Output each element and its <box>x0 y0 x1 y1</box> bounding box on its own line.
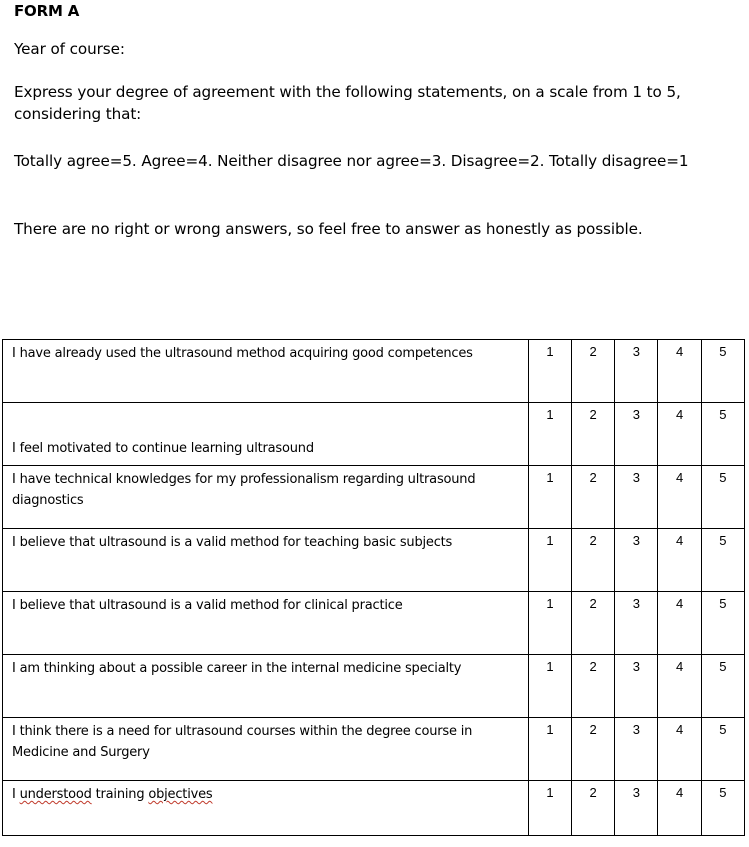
scale-option-1[interactable]: 1 <box>528 403 571 466</box>
table-row <box>3 529 745 592</box>
form-title: FORM A <box>14 2 80 20</box>
statement-text: I have already used the ultrasound method acquiring good competences <box>3 340 529 403</box>
scale-legend-text: Totally agree=5. Agree=4. Neither disagree nor agree=3. Disagree=2. Totally disagree=1 <box>14 152 689 170</box>
statement-text-part: I <box>12 787 20 802</box>
scale-option-2[interactable]: 2 <box>572 718 615 781</box>
statement-text-part: training <box>91 787 149 802</box>
table-row <box>3 655 745 718</box>
table-row <box>3 403 745 466</box>
scale-option-4[interactable]: 4 <box>658 718 701 781</box>
scale-option-4[interactable]: 4 <box>658 592 701 655</box>
scale-option-4[interactable]: 4 <box>658 655 701 718</box>
statement-text: I believe that ultrasound is a valid method for clinical practice <box>3 592 529 655</box>
table-row <box>3 781 745 836</box>
spellcheck-flagged-word: understood <box>19 787 92 802</box>
statement-text: I am thinking about a possible career in the internal medicine specialty <box>3 655 529 718</box>
scale-option-2[interactable]: 2 <box>572 340 615 403</box>
statement-text: I think there is a need for ultrasound courses within the degree course in Medicine and Surgery <box>3 718 529 781</box>
scale-option-1[interactable]: 1 <box>528 340 571 403</box>
statement-text <box>3 781 529 836</box>
instruction-text: Express your degree of agreement with the following statements, on a scale from 1 to 5, considering that: <box>14 83 681 123</box>
scale-option-1[interactable]: 1 <box>528 718 571 781</box>
scale-option-3[interactable]: 3 <box>615 718 658 781</box>
scale-option-5[interactable]: 5 <box>701 466 744 529</box>
table-row <box>3 718 745 781</box>
scale-option-5[interactable]: 5 <box>701 403 744 466</box>
scale-option-2[interactable]: 2 <box>572 529 615 592</box>
scale-option-3[interactable]: 3 <box>615 466 658 529</box>
scale-option-5[interactable]: 5 <box>701 781 744 836</box>
survey-table <box>2 339 745 836</box>
scale-option-1[interactable]: 1 <box>528 781 571 836</box>
scale-option-4[interactable]: 4 <box>658 529 701 592</box>
spellcheck-flagged-word: objectives <box>148 787 213 802</box>
scale-option-3[interactable]: 3 <box>615 403 658 466</box>
scale-option-4[interactable]: 4 <box>658 466 701 529</box>
year-of-course-label: Year of course: <box>14 40 125 58</box>
scale-option-2[interactable]: 2 <box>572 466 615 529</box>
scale-option-5[interactable]: 5 <box>701 655 744 718</box>
scale-option-5[interactable]: 5 <box>701 340 744 403</box>
scale-option-4[interactable]: 4 <box>658 340 701 403</box>
statement-text: I have technical knowledges for my professionalism regarding ultrasound diagnostics <box>3 466 529 529</box>
scale-option-3[interactable]: 3 <box>615 340 658 403</box>
statement-text: I feel motivated to continue learning ultrasound <box>3 403 529 466</box>
scale-option-4[interactable]: 4 <box>658 403 701 466</box>
scale-option-1[interactable]: 1 <box>528 466 571 529</box>
scale-option-2[interactable]: 2 <box>572 592 615 655</box>
scale-option-1[interactable]: 1 <box>528 592 571 655</box>
scale-option-3[interactable]: 3 <box>615 781 658 836</box>
scale-option-2[interactable]: 2 <box>572 781 615 836</box>
table-row <box>3 340 745 403</box>
table-row <box>3 592 745 655</box>
scale-option-1[interactable]: 1 <box>528 529 571 592</box>
scale-option-2[interactable]: 2 <box>572 403 615 466</box>
scale-option-5[interactable]: 5 <box>701 718 744 781</box>
scale-option-5[interactable]: 5 <box>701 592 744 655</box>
note-text: There are no right or wrong answers, so feel free to answer as honestly as possible. <box>14 220 643 238</box>
scale-option-3[interactable]: 3 <box>615 592 658 655</box>
scale-option-4[interactable]: 4 <box>658 781 701 836</box>
scale-option-1[interactable]: 1 <box>528 655 571 718</box>
scale-option-5[interactable]: 5 <box>701 529 744 592</box>
scale-option-3[interactable]: 3 <box>615 655 658 718</box>
table-row <box>3 466 745 529</box>
scale-option-2[interactable]: 2 <box>572 655 615 718</box>
statement-text: I believe that ultrasound is a valid method for teaching basic subjects <box>3 529 529 592</box>
scale-option-3[interactable]: 3 <box>615 529 658 592</box>
